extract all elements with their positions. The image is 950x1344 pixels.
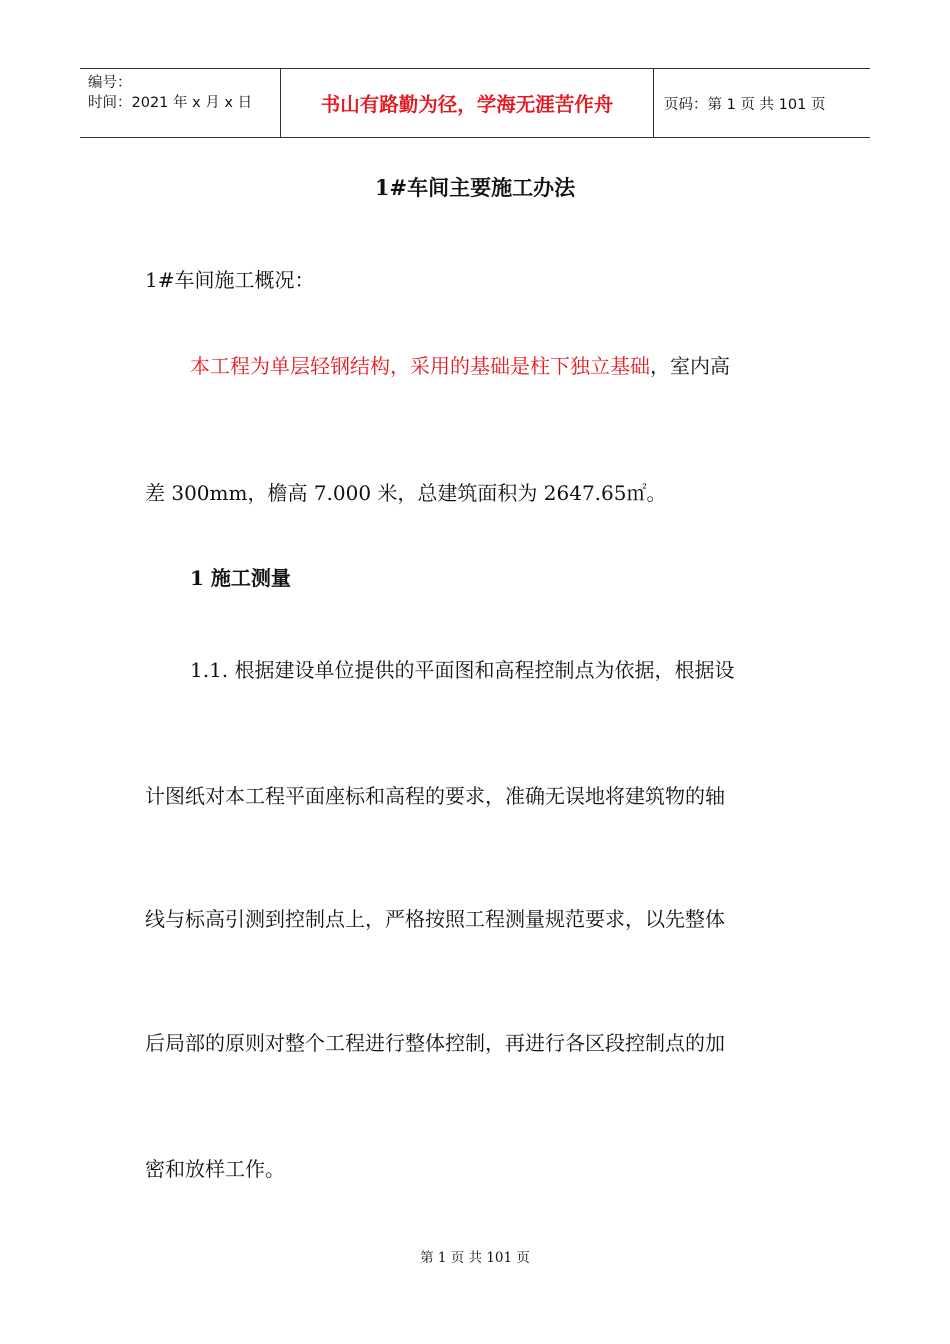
header-motto: 书山有路勤为径，学海无涯苦作舟 — [320, 93, 614, 116]
document-date: 时间：2021 年 x 月 x 日 — [88, 95, 253, 111]
para-1-1-line-3: 线与标高引测到控制点上，严格按照工程测量规范要求，以先整体 — [145, 907, 725, 931]
para-1-1-line-4: 后局部的原则对整个工程进行整体控制，再进行各区段控制点的加 — [145, 1031, 725, 1055]
page-footer: 第 1 页 共 101 页 — [420, 1250, 530, 1266]
header-page-info: 页码：第 1 页 共 101 页 — [664, 96, 826, 113]
section-1-heading: 1 施工测量 — [190, 566, 291, 590]
overview-line-1-rest: ，室内高 — [650, 354, 730, 378]
overview-highlight: 本工程为单层轻钢结构，采用的基础是柱下独立基础 — [190, 354, 650, 378]
document-number-label: 编号： — [88, 75, 132, 91]
header-meta-cell — [80, 69, 281, 137]
document-title: 1#车间主要施工办法 — [374, 175, 576, 200]
header-page-cell — [654, 69, 870, 137]
para-1-1-line-5: 密和放样工作。 — [145, 1157, 285, 1181]
overview-line-1 — [190, 350, 730, 379]
para-1-1-line-2: 计图纸对本工程平面座标和高程的要求，准确无误地将建筑物的轴 — [145, 784, 725, 808]
header-motto-cell — [281, 69, 654, 137]
para-1-1-line-1: 1.1. 根据建设单位提供的平面图和高程控制点为依据，根据设 — [190, 658, 735, 682]
document-header — [80, 68, 870, 138]
overview-line-2: 差 300mm，檐高 7.000 米，总建筑面积为 2647.65㎡。 — [145, 481, 667, 505]
overview-heading: 1#车间施工概况： — [145, 268, 315, 292]
